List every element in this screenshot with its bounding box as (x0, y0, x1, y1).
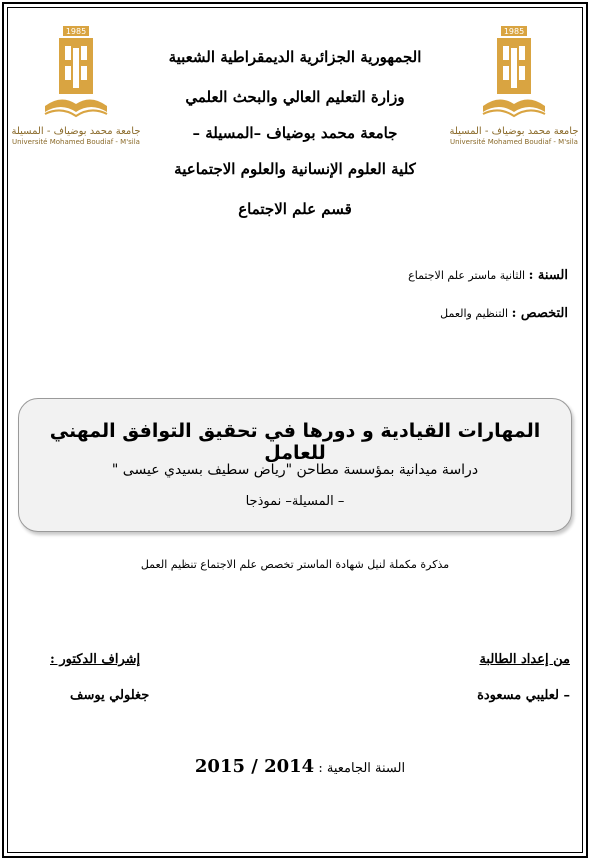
supervisor-name: جغلولي يوسف (70, 688, 150, 703)
meta-specialty-value: التنظيم والعمل (440, 307, 509, 320)
meta-year-value: الثانية ماستر علم الاجتماع (408, 269, 526, 282)
university-logo-left (6, 24, 146, 146)
logo-year: 1985 (65, 27, 87, 36)
thesis-title: المهارات القيادية و دورها في تحقيق التوافق المهني للعامل (49, 420, 541, 464)
meta-year (408, 268, 568, 283)
header-department: قسم علم الاجتماع (238, 200, 352, 218)
meta-specialty (440, 306, 568, 321)
meta-specialty-label: التخصص : (511, 306, 568, 321)
thesis-subtitle-location: – المسيلة– نموذجا (245, 494, 345, 509)
supervisor-label: إشراف الدكتور : (50, 652, 141, 667)
tower-book-icon (41, 24, 111, 124)
academic-year-value: 2015 / 2014 (194, 756, 315, 777)
header-ministry: وزارة التعليم العالي والبحث العلمي (185, 88, 405, 106)
thesis-subtitle: دراسة ميدانية بمؤسسة مطاحن "رياض سطيف بسيدي عيسى " (111, 462, 479, 478)
student-label: من إعداد الطالبة (479, 652, 570, 667)
logo-name-fr: Université Mohamed Boudiaf - M'sila (12, 138, 140, 146)
academic-year (120, 756, 480, 777)
header-university: جامعة محمد بوضياف –المسيلة – (192, 124, 398, 142)
tower-book-icon (479, 24, 549, 124)
logo-year: 1985 (503, 27, 525, 36)
academic-year-label: السنة الجامعية : (318, 761, 406, 776)
university-logo-right (444, 24, 584, 146)
logo-name-ar: جامعة محمد بوضياف - المسيلة (449, 126, 579, 137)
logo-name-fr: Université Mohamed Boudiaf - M'sila (450, 138, 578, 146)
meta-year-label: السنة : (528, 268, 568, 283)
header-republic: الجمهورية الجزائرية الديمقراطية الشعبية (168, 48, 422, 66)
header-faculty: كلية العلوم الإنسانية والعلوم الاجتماعية (174, 160, 416, 178)
student-name: – لعليبي مسعودة (477, 688, 570, 703)
logo-name-ar: جامعة محمد بوضياف - المسيلة (11, 126, 141, 137)
memo-description: مذكرة مكملة لنيل شهادة الماستر تخصص علم الاجتماع تنظيم العمل (140, 558, 450, 571)
